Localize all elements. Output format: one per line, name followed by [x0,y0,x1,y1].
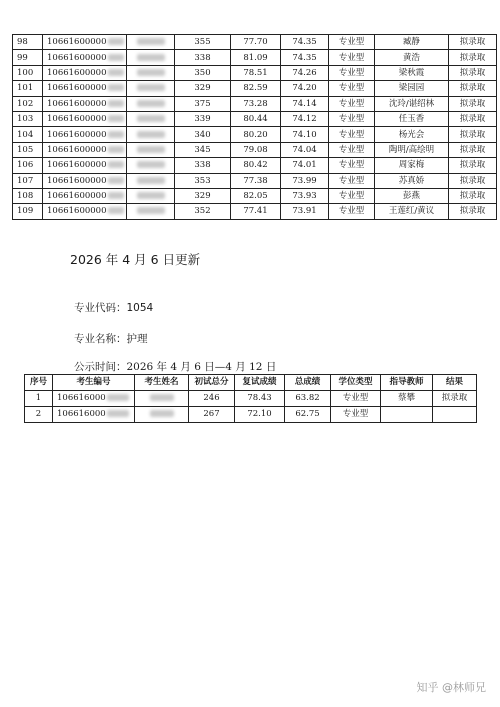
major-name-value: 护理 [126,333,148,345]
candidate-id-text: 10661600000 [47,129,107,140]
seq-cell: 100 [13,65,43,80]
candidate-id-text: 10661600000 [47,144,107,155]
retest-score-cell: 77.70 [231,35,281,50]
total-score-cell: 73.99 [281,173,329,188]
retest-score-cell: 73.28 [231,96,281,111]
candidate-name-cell [127,65,175,80]
candidate-id-cell [43,127,127,142]
seq-cell: 101 [13,81,43,96]
candidate-id-text: 10661600000 [47,67,107,78]
zhihu-watermark: 知乎 @林师兄 [416,681,486,694]
notice-period: 公示时间：2026 年 4 月 6 日—4 月 12 日 [74,361,277,373]
redacted-text [137,54,165,61]
candidate-id-cell [53,407,135,423]
candidate-name-cell [135,391,189,407]
redacted-text [108,131,124,138]
candidate-name-cell [127,50,175,65]
admission-table-body [13,35,497,220]
candidate-id-text: 10661600000 [47,175,107,186]
retest-score-cell: 77.38 [231,173,281,188]
candidate-id-text: 10661600000 [47,52,107,63]
table-row [13,35,497,50]
table-row [13,111,497,126]
retest-score-cell: 81.09 [231,50,281,65]
candidate-name-cell [127,111,175,126]
degree-type-cell: 专业型 [329,173,375,188]
candidate-id-cell [43,50,127,65]
redacted-text [137,115,165,122]
candidate-id-cell [43,96,127,111]
advisor-cell: 陶明/高绘明 [375,142,449,157]
total-score-cell: 74.04 [281,142,329,157]
degree-type-cell: 专业型 [329,111,375,126]
header-result: 结果 [433,375,477,391]
candidate-id-cell [43,111,127,126]
redacted-text [150,394,174,401]
seq-cell: 104 [13,127,43,142]
total-score-cell: 62.75 [285,407,331,423]
redacted-text [137,69,165,76]
degree-type-cell: 专业型 [329,204,375,219]
table-row [13,127,497,142]
seq-cell: 107 [13,173,43,188]
retest-score-cell: 77.41 [231,204,281,219]
candidate-id-cell [43,188,127,203]
redacted-text [108,146,124,153]
redacted-text [108,161,124,168]
seq-cell: 102 [13,96,43,111]
initial-score-cell: 353 [175,173,231,188]
table-row [13,158,497,173]
retest-score-cell: 78.51 [231,65,281,80]
candidate-id-cell [43,173,127,188]
advisor-cell: 蔡攀 [381,391,433,407]
total-score-cell: 74.26 [281,65,329,80]
redacted-text [137,161,165,168]
header-id: 考生编号 [53,375,135,391]
seq-cell: 1 [25,391,53,407]
total-score-cell: 74.12 [281,111,329,126]
advisor-cell: 任玉香 [375,111,449,126]
table-row [13,50,497,65]
result-cell: 拟录取 [449,127,497,142]
advisor-cell: 梁秋霞 [375,65,449,80]
retest-score-cell: 79.08 [231,142,281,157]
advisor-cell: 沈玲/谌绍林 [375,96,449,111]
seq-cell: 106 [13,158,43,173]
candidate-id-cell [43,204,127,219]
major-name-label: 专业名称： [74,333,127,345]
major-code-value: 1054 [126,302,154,314]
result-cell: 拟录取 [449,188,497,203]
candidate-id-text: 10661600000 [47,160,107,171]
initial-score-cell: 350 [175,65,231,80]
candidate-id-text: 106616000 [57,409,106,419]
advisor-cell [381,407,433,423]
candidate-id-cell [43,35,127,50]
table-row [13,204,497,219]
redacted-text [108,207,124,214]
degree-type-cell: 专业型 [329,188,375,203]
redacted-text [108,84,124,91]
total-score-cell: 73.91 [281,204,329,219]
candidate-id-cell [43,81,127,96]
initial-score-cell: 329 [175,81,231,96]
retest-score-cell: 82.59 [231,81,281,96]
retest-score-cell: 80.44 [231,111,281,126]
redacted-text [137,146,165,153]
table-row [13,65,497,80]
header-advisor: 指导教师 [381,375,433,391]
redacted-text [107,410,129,417]
candidate-name-cell [135,407,189,423]
retest-score-cell: 72.10 [235,407,285,423]
admission-table-continued [12,34,497,220]
redacted-text [137,100,165,107]
header-retest: 复试成绩 [235,375,285,391]
candidate-id-cell [43,158,127,173]
candidate-name-cell [127,142,175,157]
initial-score-cell: 340 [175,127,231,142]
seq-cell: 105 [13,142,43,157]
retest-score-cell: 78.43 [235,391,285,407]
candidate-id-text: 10661600000 [47,83,107,94]
header-initial: 初试总分 [189,375,235,391]
candidate-name-cell [127,35,175,50]
result-cell: 拟录取 [433,391,477,407]
initial-score-cell: 352 [175,204,231,219]
advisor-cell: 王莲红/黄议 [375,204,449,219]
header-name: 考生姓名 [135,375,189,391]
nursing-table-header [25,375,477,391]
redacted-text [150,410,174,417]
result-cell [433,407,477,423]
table-row [13,188,497,203]
seq-cell: 98 [13,35,43,50]
degree-type-cell: 专业型 [329,96,375,111]
advisor-cell: 梁园园 [375,81,449,96]
total-score-cell: 74.20 [281,81,329,96]
redacted-text [108,177,124,184]
degree-type-cell: 专业型 [331,391,381,407]
redacted-text [137,207,165,214]
admission-table-nursing [24,374,477,423]
table-row [25,407,477,423]
total-score-cell: 74.10 [281,127,329,142]
initial-score-cell: 267 [189,407,235,423]
result-cell: 拟录取 [449,142,497,157]
total-score-cell: 63.82 [285,391,331,407]
result-cell: 拟录取 [449,96,497,111]
result-cell: 拟录取 [449,111,497,126]
major-code-line [74,300,153,315]
major-name-line [74,331,148,346]
result-cell: 拟录取 [449,35,497,50]
redacted-text [108,69,124,76]
candidate-name-cell [127,173,175,188]
seq-cell: 99 [13,50,43,65]
initial-score-cell: 246 [189,391,235,407]
header-row [25,375,477,391]
degree-type-cell: 专业型 [329,65,375,80]
seq-cell: 109 [13,204,43,219]
candidate-id-text: 10661600000 [47,114,107,125]
advisor-cell: 黄浩 [375,50,449,65]
candidate-id-text: 10661600000 [47,191,107,202]
initial-score-cell: 329 [175,188,231,203]
result-cell: 拟录取 [449,50,497,65]
candidate-name-cell [127,127,175,142]
advisor-cell: 苏真娇 [375,173,449,188]
initial-score-cell: 345 [175,142,231,157]
advisor-cell: 臧静 [375,35,449,50]
result-cell: 拟录取 [449,173,497,188]
redacted-text [137,84,165,91]
degree-type-cell: 专业型 [331,407,381,423]
result-cell: 拟录取 [449,158,497,173]
initial-score-cell: 375 [175,96,231,111]
candidate-id-text: 10661600000 [47,206,107,217]
table-row [13,173,497,188]
result-cell: 拟录取 [449,204,497,219]
candidate-id-cell [43,65,127,80]
redacted-text [108,192,124,199]
major-code-label: 专业代码： [74,302,127,314]
candidate-name-cell [127,158,175,173]
initial-score-cell: 338 [175,50,231,65]
advisor-cell: 杨光会 [375,127,449,142]
degree-type-cell: 专业型 [329,158,375,173]
redacted-text [108,100,124,107]
result-cell: 拟录取 [449,81,497,96]
seq-cell: 108 [13,188,43,203]
degree-type-cell: 专业型 [329,127,375,142]
header-degree: 学位类型 [331,375,381,391]
redacted-text [107,394,129,401]
table-row [13,81,497,96]
total-score-cell: 73.93 [281,188,329,203]
candidate-name-cell [127,188,175,203]
update-date-heading: 2026 年 4 月 6 日更新 [70,252,201,267]
candidate-id-cell [43,142,127,157]
total-score-cell: 74.14 [281,96,329,111]
table-row [13,142,497,157]
candidate-name-cell [127,96,175,111]
candidate-id-cell [53,391,135,407]
advisor-cell: 彭燕 [375,188,449,203]
degree-type-cell: 专业型 [329,142,375,157]
header-total: 总成绩 [285,375,331,391]
degree-type-cell: 专业型 [329,50,375,65]
retest-score-cell: 82.05 [231,188,281,203]
candidate-id-text: 10661600000 [47,37,107,48]
total-score-cell: 74.35 [281,35,329,50]
redacted-text [137,131,165,138]
degree-type-cell: 专业型 [329,81,375,96]
degree-type-cell: 专业型 [329,35,375,50]
seq-cell: 2 [25,407,53,423]
redacted-text [137,192,165,199]
redacted-text [137,38,165,45]
candidate-id-text: 10661600000 [47,98,107,109]
initial-score-cell: 338 [175,158,231,173]
initial-score-cell: 339 [175,111,231,126]
retest-score-cell: 80.20 [231,127,281,142]
retest-score-cell: 80.42 [231,158,281,173]
nursing-table-body [25,391,477,423]
candidate-name-cell [127,81,175,96]
table-row [13,96,497,111]
candidate-name-cell [127,204,175,219]
total-score-cell: 74.01 [281,158,329,173]
initial-score-cell: 355 [175,35,231,50]
table-row [25,391,477,407]
seq-cell: 103 [13,111,43,126]
advisor-cell: 周家梅 [375,158,449,173]
redacted-text [137,177,165,184]
redacted-text [108,115,124,122]
redacted-text [108,38,124,45]
header-seq: 序号 [25,375,53,391]
total-score-cell: 74.35 [281,50,329,65]
candidate-id-text: 106616000 [57,393,106,403]
redacted-text [108,54,124,61]
result-cell: 拟录取 [449,65,497,80]
